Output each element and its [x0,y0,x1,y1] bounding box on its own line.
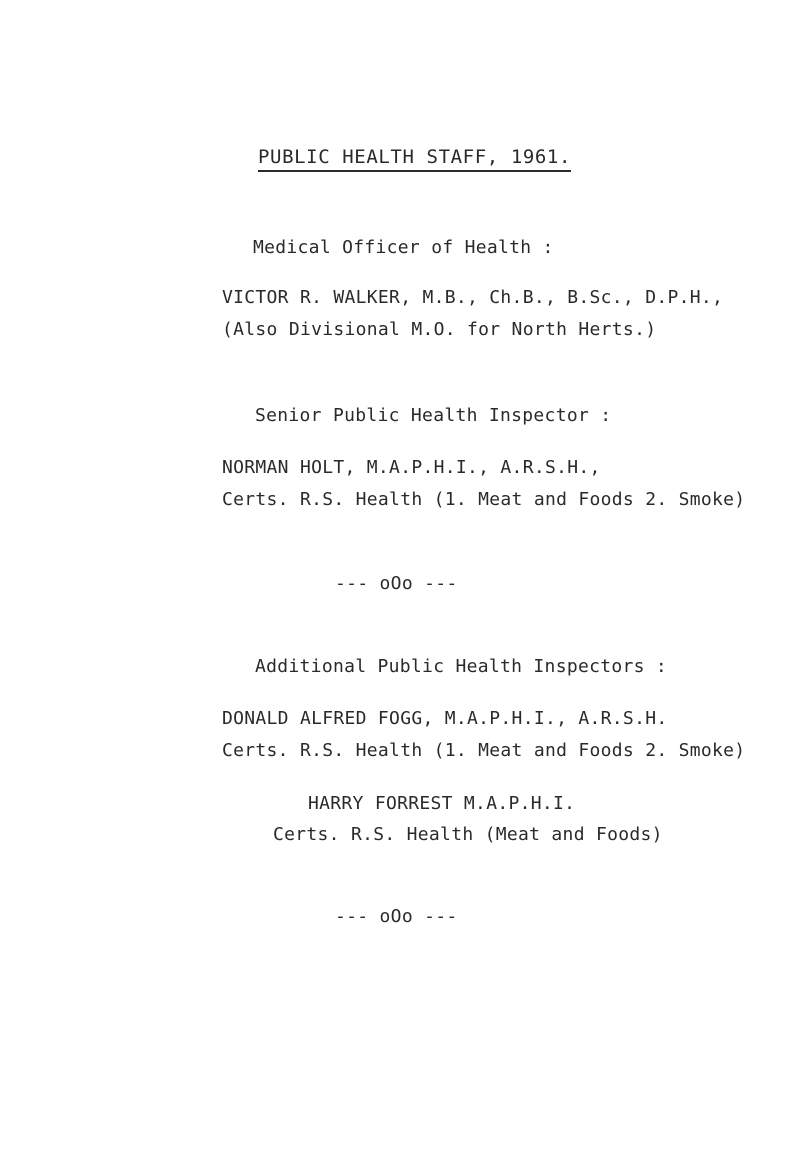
page-title: PUBLIC HEALTH STAFF, 1961. [258,146,571,172]
inspector-certs: Certs. R.S. Health (Meat and Foods) [273,824,663,845]
medical-officer-name: VICTOR R. WALKER, M.B., Ch.B., B.Sc., D.P.H., [222,287,724,308]
senior-inspector-heading: Senior Public Health Inspector : [255,405,612,426]
senior-inspector-name: NORMAN HOLT, M.A.P.H.I., A.R.S.H., [222,457,601,478]
inspector-certs: Certs. R.S. Health (1. Meat and Foods 2. Smoke) [222,740,746,761]
additional-inspectors-heading: Additional Public Health Inspectors : [255,656,668,677]
separator: --- oOo --- [335,573,458,594]
medical-officer-note: (Also Divisional M.O. for North Herts.) [222,319,657,340]
inspector-name: DONALD ALFRED FOGG, M.A.P.H.I., A.R.S.H. [222,708,668,729]
inspector-name: HARRY FORREST M.A.P.H.I. [308,793,576,814]
medical-officer-heading: Medical Officer of Health : [253,237,554,258]
separator: --- oOo --- [335,906,458,927]
senior-inspector-certs: Certs. R.S. Health (1. Meat and Foods 2. Smoke) [222,489,746,510]
